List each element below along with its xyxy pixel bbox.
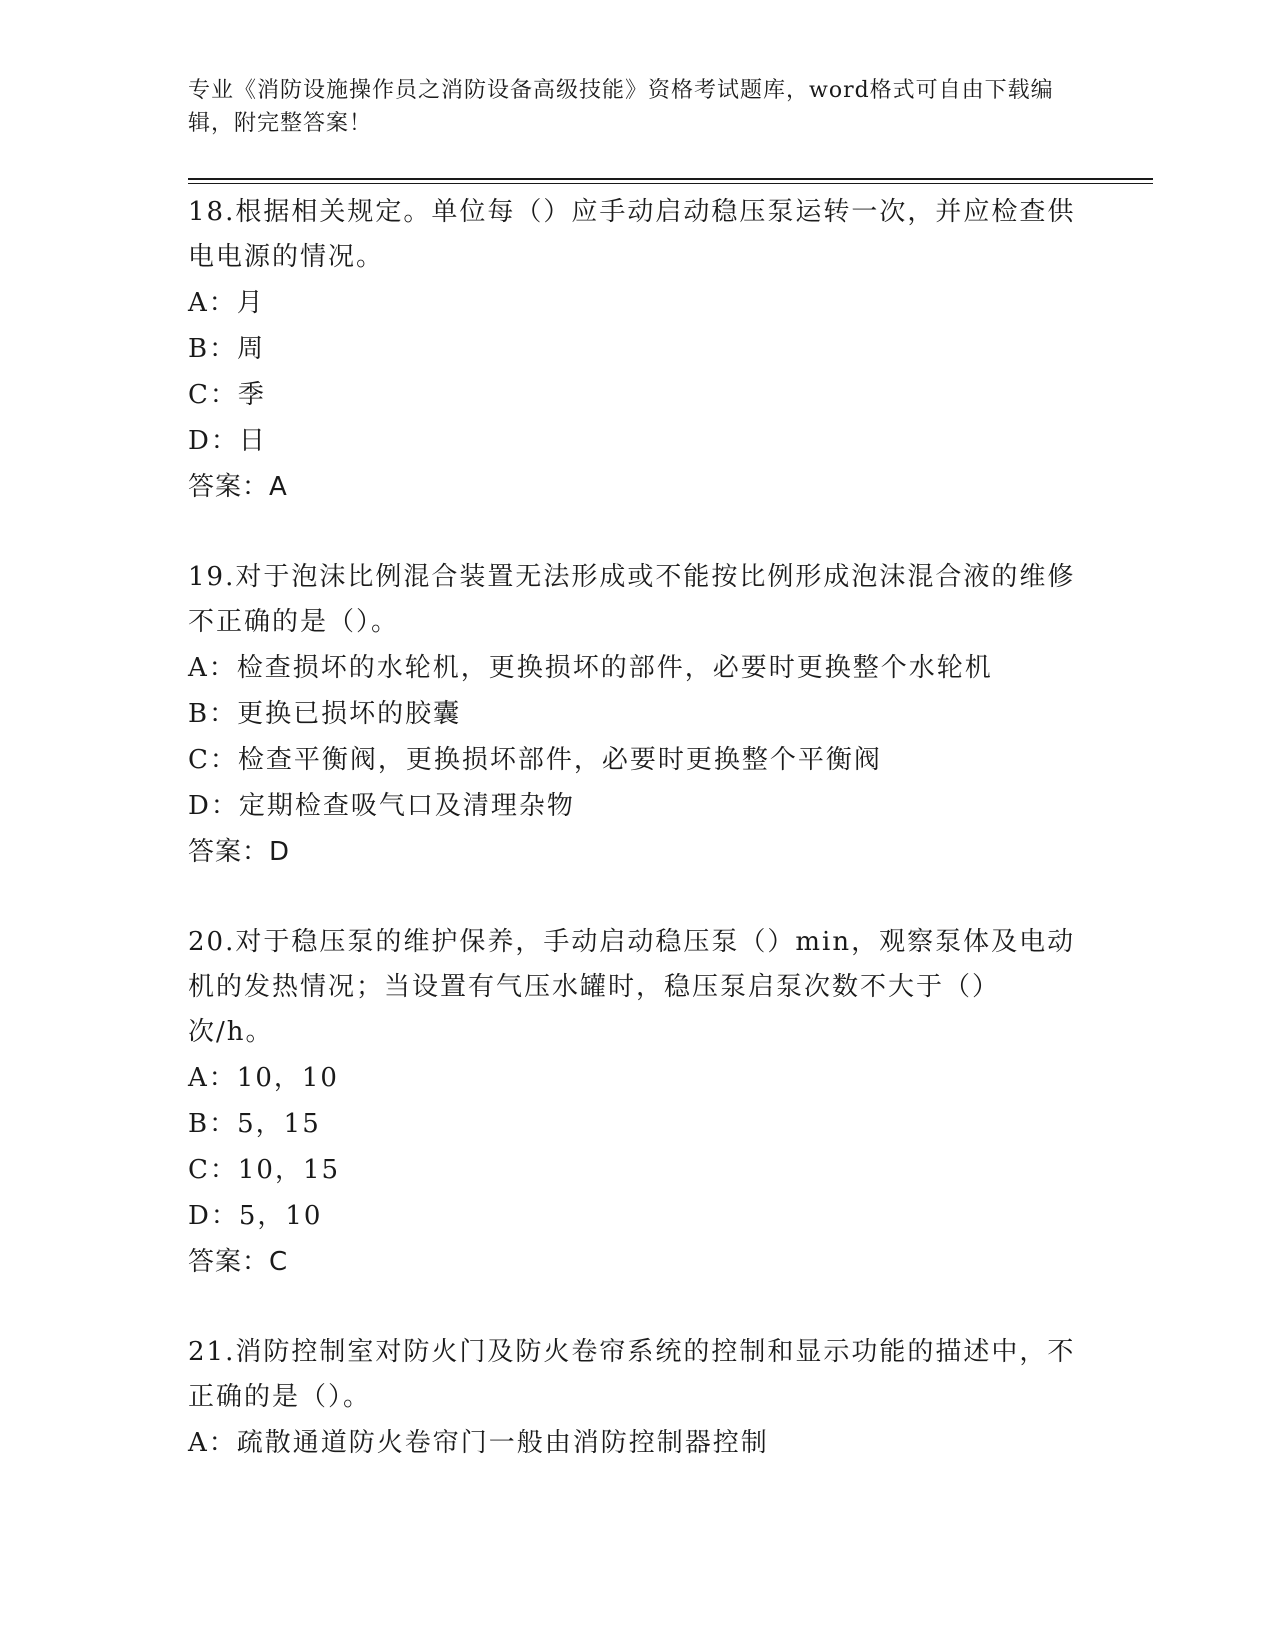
answer-line: 答案：D xyxy=(188,837,291,867)
question-20 xyxy=(188,920,1078,1285)
answer-line: 答案：A xyxy=(188,472,288,502)
question-stem: 21.消防控制室对防火门及防火卷帘系统的控制和显示功能的描述中，不正确的是（）。 xyxy=(188,1337,1076,1412)
question-stem: 18.根据相关规定。单位每（）应手动启动稳压泵运转一次，并应检查供电电源的情况。 xyxy=(188,197,1076,272)
question-18 xyxy=(188,190,1078,510)
option-c: C：检查平衡阀，更换损坏部件，必要时更换整个平衡阀 xyxy=(188,745,882,775)
option-a: A：月 xyxy=(188,288,265,318)
option-d: D：定期检查吸气口及清理杂物 xyxy=(188,791,575,821)
option-a: A：检查损坏的水轮机，更换损坏的部件，必要时更换整个水轮机 xyxy=(188,653,993,683)
question-21 xyxy=(188,1330,1078,1466)
question-19 xyxy=(188,555,1078,875)
option-b: B：周 xyxy=(188,334,266,364)
question-stem: 20.对于稳压泵的维护保养，手动启动稳压泵（）min，观察泵体及电动机的发热情况；当设置有气压水罐时，稳压泵启泵次数不大于（）次/h。 xyxy=(188,927,1076,1047)
option-a: A：10，10 xyxy=(188,1063,339,1093)
option-b: B：更换已损坏的胶囊 xyxy=(188,699,462,729)
option-d: D：日 xyxy=(188,426,267,456)
question-list xyxy=(188,190,1078,1511)
option-c: C：10，15 xyxy=(188,1155,341,1185)
document-header: 专业《消防设施操作员之消防设备高级技能》资格考试题库，word格式可自由下载编辑，附完整答案！ xyxy=(188,78,1054,136)
option-c: C：季 xyxy=(188,380,266,410)
header-divider-thin xyxy=(188,183,1153,184)
option-d: D：5，10 xyxy=(188,1201,323,1231)
option-b: B：5，15 xyxy=(188,1109,321,1139)
question-stem: 19.对于泡沫比例混合装置无法形成或不能按比例形成泡沫混合液的维修不正确的是（）。 xyxy=(188,562,1076,637)
option-a: A：疏散通道防火卷帘门一般由消防控制器控制 xyxy=(188,1428,769,1458)
answer-line: 答案：C xyxy=(188,1247,289,1277)
header-divider-thick xyxy=(188,178,1153,180)
